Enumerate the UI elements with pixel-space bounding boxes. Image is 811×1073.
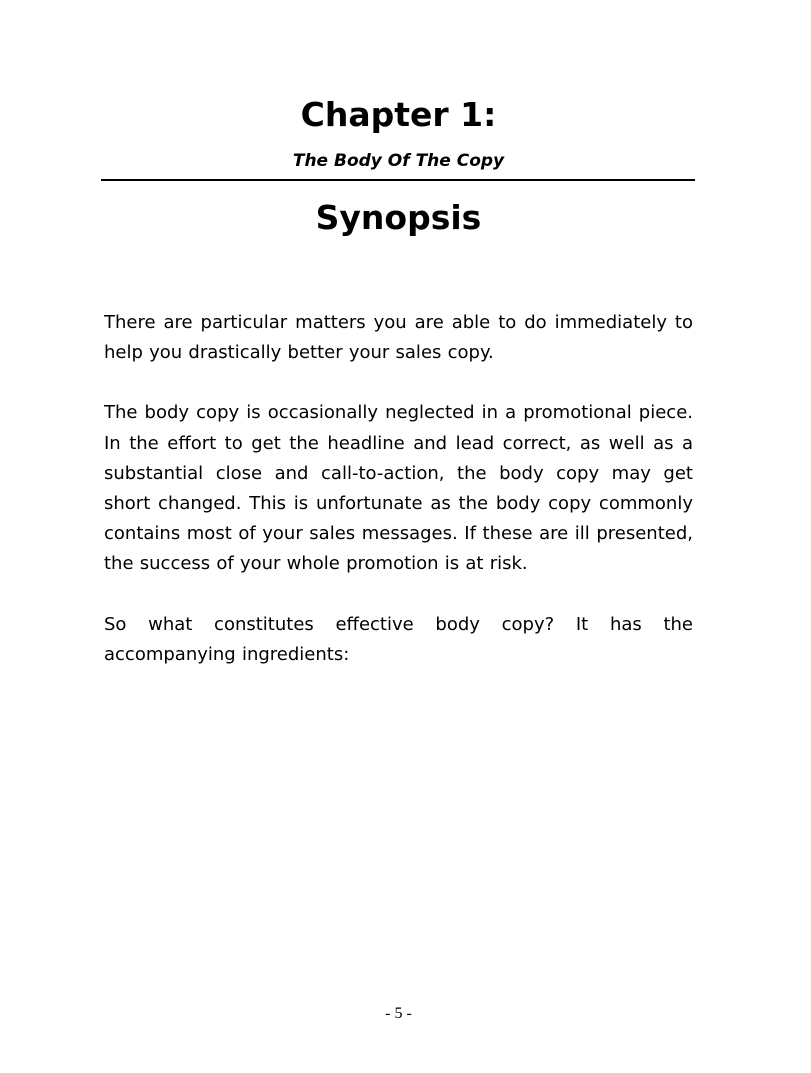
paragraph: There are particular matters you are able to do immediately to help you drastically better your sales copy. [104, 312, 693, 364]
section-title: Synopsis [315, 198, 482, 237]
divider-rule [101, 179, 695, 181]
chapter-title: Chapter 1: [300, 95, 497, 134]
paragraph: So what constitutes effective body copy? It has the accompanying ingredients: [104, 613, 693, 665]
body-text [104, 308, 693, 700]
page-number: - 5 - [385, 1005, 412, 1022]
paragraph: The body copy is occasionally neglected in a promotional piece. In the effort to get the headline and lead correct, as well as a substantial close and call-to-action, the body copy may get short changed. This is unfortunate as the body copy commonly contains most of your sales messages. If these are ill presented, the success of your whole promotion is at risk. [104, 402, 693, 575]
chapter-subtitle: The Body Of The Copy [292, 151, 505, 171]
